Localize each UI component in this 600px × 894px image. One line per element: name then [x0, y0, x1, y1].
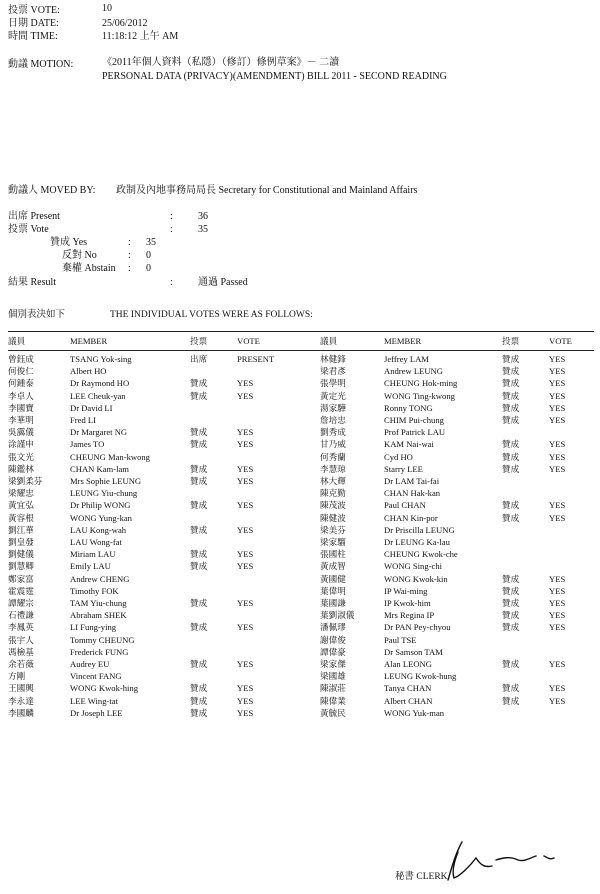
vote-number-label: 投票 VOTE: — [8, 5, 60, 16]
right-row-vote-en: YES — [549, 354, 566, 364]
right-row-member-en: Prof Patrick LAU — [384, 427, 446, 438]
right-row-vote-en: YES — [549, 659, 566, 669]
right-row-vote-zh: 贊成 — [502, 573, 520, 584]
left-row-vote-en: YES — [237, 524, 254, 535]
right-row-member-en: Paul CHAN — [384, 500, 426, 511]
left-row-vote-zh: 贊成 — [190, 561, 208, 572]
left-row-vote-en: YES — [237, 622, 254, 633]
left-row-vote-zh: 贊成 — [190, 659, 208, 669]
right-row-vote-zh: 贊成 — [502, 354, 520, 364]
right-row-member-en: KAM Nai-wai — [384, 439, 434, 450]
right-row-member-en: WONG Yuk-man — [384, 707, 445, 718]
right-row-member-zh: 梁美芬 — [320, 524, 346, 535]
left-row-member-zh: 李鳳英 — [8, 622, 34, 633]
right-row-vote-en: YES — [549, 390, 566, 401]
table-header-rule — [8, 350, 594, 351]
date-value: 25/06/2012 — [102, 18, 148, 29]
left-row-member-en: Abraham SHEK — [70, 610, 127, 621]
left-row-member-zh: 李永達 — [8, 695, 34, 706]
right-row-member-zh: 湯家驊 — [320, 402, 346, 413]
right-row-member-zh: 葉偉明 — [320, 585, 346, 596]
right-row-member-en: CHEUNG Kwok-che — [384, 549, 458, 560]
right-row-member-en: Dr Samson TAM — [384, 646, 443, 657]
right-row-member-en: Dr LAM Tai-fai — [384, 476, 440, 486]
yes-colon: : — [128, 237, 131, 248]
vote-count-colon: : — [170, 224, 173, 235]
left-row-vote-zh: 贊成 — [190, 707, 208, 718]
right-row-vote-en: YES — [549, 512, 566, 523]
right-row-vote-zh: 贊成 — [502, 683, 520, 694]
right-row-member-en: Tanya CHAN — [384, 683, 432, 694]
left-row-member-en: Frederick FUNG — [70, 646, 129, 657]
left-row-member-zh: 黃宜弘 — [8, 500, 34, 511]
left-row-member-en: LAU Wong-fat — [70, 537, 122, 547]
left-row-vote-zh: 贊成 — [190, 378, 208, 389]
right-row-vote-zh: 贊成 — [502, 451, 520, 462]
time-label: 時間 TIME: — [8, 31, 58, 42]
left-row-vote-zh: 贊成 — [190, 476, 208, 486]
vote-count-value: 35 — [198, 224, 208, 235]
table-top-rule — [8, 331, 594, 332]
right-row-member-en: CHAN Hak-kan — [384, 488, 441, 499]
right-row-member-en: Dr PAN Pey-chyou — [384, 622, 451, 633]
right-row-vote-en: YES — [549, 378, 566, 389]
right-row-member-en: Mrs Regina IP — [384, 610, 435, 621]
abstain-value: 0 — [146, 263, 151, 274]
right-row-member-en: Ronny TONG — [384, 402, 433, 413]
left-row-member-en: Dr Margaret NG — [70, 427, 128, 438]
right-row-vote-zh: 贊成 — [502, 378, 520, 389]
left-row-member-zh: 劉慧卿 — [8, 561, 34, 572]
individual-votes-label-en: THE INDIVIDUAL VOTES WERE AS FOLLOWS: — [110, 310, 313, 320]
left-row-vote-en: YES — [237, 390, 254, 401]
right-row-member-zh: 林健鋒 — [320, 354, 346, 364]
right-row-vote-en: YES — [549, 463, 566, 474]
left-row-vote-zh: 贊成 — [190, 598, 208, 608]
right-row-member-zh: 劉秀成 — [320, 427, 346, 438]
right-row-member-zh: 葉國謙 — [320, 598, 346, 608]
left-row-vote-en: YES — [237, 549, 254, 560]
left-row-member-en: CHEUNG Man-kwong — [70, 451, 150, 462]
left-row-member-en: Fred LI — [70, 415, 97, 425]
left-row-member-zh: 馮檢基 — [8, 646, 34, 657]
right-row-vote-en: YES — [549, 402, 566, 413]
left-row-vote-zh: 出席 — [190, 354, 208, 364]
left-row-vote-en: YES — [237, 561, 254, 572]
right-row-vote-en: YES — [549, 573, 566, 584]
right-row-member-en: Dr LEUNG Ka-lau — [384, 537, 450, 547]
left-row-member-en: Timothy FOK — [70, 585, 119, 596]
left-row-vote-en: YES — [237, 683, 254, 694]
right-row-vote-zh: 贊成 — [502, 366, 520, 377]
motion-title-zh: 《2011年個人資料（私隱）（修訂）條例草案》－ 二讀 — [102, 57, 340, 68]
right-row-member-zh: 陳偉業 — [320, 695, 346, 706]
left-row-member-zh: 譚耀宗 — [8, 598, 34, 608]
right-row-member-zh: 葉劉淑儀 — [320, 610, 355, 621]
right-row-member-zh: 梁君彥 — [320, 366, 346, 377]
left-row-member-en: Emily LAU — [70, 561, 111, 572]
result-value: 通過 Passed — [198, 277, 248, 288]
right-row-vote-zh: 贊成 — [502, 585, 520, 596]
right-row-vote-en: YES — [549, 500, 566, 511]
moved-by-label: 動議人 MOVED BY: — [8, 185, 96, 196]
right-row-vote-zh: 贊成 — [502, 463, 520, 474]
right-row-member-en: Starry LEE — [384, 463, 423, 474]
left-row-member-zh: 黃容根 — [8, 512, 34, 523]
motion-label: 動議 MOTION: — [8, 59, 74, 70]
right-row-member-en: LEUNG Kwok-hung — [384, 671, 457, 682]
right-row-member-en: CHIM Pui-chung — [384, 415, 444, 425]
left-row-vote-en: YES — [237, 695, 254, 706]
right-row-vote-en: YES — [549, 585, 566, 596]
left-row-member-en: Dr David LI — [70, 402, 113, 413]
left-row-member-en: Andrew CHENG — [70, 573, 130, 584]
clerk-signature — [440, 836, 590, 886]
left-row-member-zh: 李國寶 — [8, 402, 34, 413]
no-label: 反對 No — [62, 250, 97, 261]
left-row-member-en: LEE Wing-tat — [70, 695, 118, 706]
right-row-vote-zh: 贊成 — [502, 610, 520, 621]
right-row-vote-en: YES — [549, 610, 566, 621]
left-row-vote-zh: 贊成 — [190, 524, 208, 535]
right-row-vote-en: YES — [549, 598, 566, 608]
left-row-vote-en: YES — [237, 439, 254, 450]
right-row-member-en: WONG Sing-chi — [384, 561, 442, 572]
left-row-member-zh: 霍震霆 — [8, 585, 34, 596]
right-row-vote-zh: 贊成 — [502, 390, 520, 401]
left-row-vote-zh: 贊成 — [190, 500, 208, 511]
left-row-vote-en: YES — [237, 659, 254, 669]
left-row-member-zh: 何俊仁 — [8, 366, 34, 377]
right-row-member-zh: 譚偉豪 — [320, 646, 346, 657]
yes-value: 35 — [146, 237, 156, 248]
left-row-member-en: LAU Kong-wah — [70, 524, 127, 535]
left-row-member-en: Mrs Sophie LEUNG — [70, 476, 142, 486]
right-row-vote-en: YES — [549, 695, 566, 706]
right-row-member-zh: 黃成智 — [320, 561, 346, 572]
right-row-member-en: Paul TSE — [384, 634, 417, 645]
right-row-vote-en: YES — [549, 439, 566, 450]
left-row-member-zh: 吳靄儀 — [8, 427, 34, 438]
left-row-member-en: TAM Yiu-chung — [70, 598, 127, 608]
right-row-member-zh: 甘乃威 — [320, 439, 346, 450]
right-row-member-en: Alan LEONG — [384, 659, 432, 669]
result-label: 結果 Result — [8, 277, 57, 288]
right-row-member-zh: 梁家傑 — [320, 659, 346, 669]
left-row-member-en: WONG Yung-kan — [70, 512, 132, 523]
left-header-member-zh: 議員 — [8, 336, 26, 346]
left-row-member-en: CHAN Kam-lam — [70, 463, 129, 474]
right-row-vote-en: YES — [549, 451, 566, 462]
right-row-member-en: Jeffrey LAM — [384, 354, 429, 364]
right-row-vote-zh: 贊成 — [502, 512, 520, 523]
right-row-member-en: Dr Priscilla LEUNG — [384, 524, 455, 535]
left-header-vote-en: VOTE — [237, 336, 260, 346]
right-row-vote-zh: 贊成 — [502, 415, 520, 425]
present-label: 出席 Present — [8, 211, 60, 222]
result-colon: : — [170, 277, 173, 288]
right-row-member-zh: 謝偉俊 — [320, 634, 346, 645]
right-row-member-zh: 李慧琼 — [320, 463, 346, 474]
right-row-member-zh: 陳淑莊 — [320, 683, 346, 694]
right-row-vote-en: YES — [549, 683, 566, 694]
moved-by-value: 政制及內地事務局局長 Secretary for Constitutional and Mainland Affairs — [116, 185, 418, 196]
left-row-member-zh: 李卓人 — [8, 390, 34, 401]
vote-count-label: 投票 Vote — [8, 224, 49, 235]
left-row-member-en: Audrey EU — [70, 659, 110, 669]
left-row-member-zh: 梁耀忠 — [8, 488, 34, 499]
right-row-vote-zh: 贊成 — [502, 695, 520, 706]
time-value: 11:18:12 上午 AM — [102, 31, 179, 42]
left-row-member-zh: 余若薇 — [8, 659, 34, 669]
right-row-vote-zh: 贊成 — [502, 500, 520, 511]
left-row-vote-zh: 贊成 — [190, 439, 208, 450]
left-row-vote-zh: 贊成 — [190, 683, 208, 694]
yes-label: 贊成 Yes — [50, 237, 88, 248]
left-row-member-zh: 劉皇發 — [8, 537, 34, 547]
right-row-member-zh: 陳健波 — [320, 512, 346, 523]
right-row-vote-zh: 贊成 — [502, 659, 520, 669]
date-label: 日期 DATE: — [8, 18, 59, 29]
left-row-member-en: LEUNG Yiu-chung — [70, 488, 138, 499]
left-row-vote-en: YES — [237, 598, 254, 608]
left-row-vote-zh: 贊成 — [190, 390, 208, 401]
right-row-vote-en: YES — [549, 622, 566, 633]
left-row-member-zh: 何鍾泰 — [8, 378, 34, 389]
right-row-member-zh: 詹培忠 — [320, 415, 346, 425]
left-row-member-en: WONG Kwok-hing — [70, 683, 139, 694]
right-row-member-en: WONG Ting-kwong — [384, 390, 455, 401]
left-row-member-zh: 石禮謙 — [8, 610, 34, 621]
left-row-member-en: Dr Raymond HO — [70, 378, 130, 389]
left-row-member-en: Albert HO — [70, 366, 107, 377]
right-row-member-en: Andrew LEUNG — [384, 366, 443, 377]
right-row-member-en: IP Wai-ming — [384, 585, 428, 596]
right-row-member-zh: 梁國雄 — [320, 671, 346, 682]
left-row-member-zh: 劉江華 — [8, 524, 34, 535]
left-row-vote-zh: 贊成 — [190, 427, 208, 438]
right-row-member-zh: 張國柱 — [320, 549, 346, 560]
right-row-member-en: CHAN Kin-por — [384, 512, 438, 523]
right-row-vote-zh: 贊成 — [502, 439, 520, 450]
left-row-vote-en: YES — [237, 476, 254, 486]
right-row-member-zh: 陳茂波 — [320, 500, 346, 511]
left-row-member-en: Dr Philip WONG — [70, 500, 131, 511]
left-header-vote-zh: 投票 — [190, 336, 208, 346]
left-row-vote-zh: 贊成 — [190, 695, 208, 706]
clerk-label: 秘書 CLERK — [395, 872, 448, 882]
left-row-member-en: TSANG Yok-sing — [70, 354, 132, 364]
left-row-member-zh: 方剛 — [8, 671, 26, 682]
right-row-member-en: Cyd HO — [384, 451, 413, 462]
left-row-member-en: LEE Cheuk-yan — [70, 390, 126, 401]
left-row-member-zh: 李華明 — [8, 415, 34, 425]
left-header-member-en: MEMBER — [70, 336, 108, 346]
right-row-vote-zh: 贊成 — [502, 402, 520, 413]
left-row-member-zh: 涂謹申 — [8, 439, 34, 450]
right-row-member-zh: 黃定光 — [320, 390, 346, 401]
abstain-label: 棄權 Abstain — [62, 263, 116, 274]
right-header-member-en: MEMBER — [384, 336, 422, 346]
right-row-member-en: WONG Kwok-kin — [384, 573, 448, 584]
right-row-member-zh: 陳克勤 — [320, 488, 346, 499]
right-row-member-zh: 黃毓民 — [320, 707, 346, 718]
left-row-member-en: Tommy CHEUNG — [70, 634, 135, 645]
left-row-member-zh: 張文光 — [8, 451, 34, 462]
left-row-vote-en: YES — [237, 707, 254, 718]
individual-votes-label-zh: 個別表決如下 — [8, 310, 66, 320]
present-value: 36 — [198, 211, 208, 222]
right-row-member-zh: 何秀蘭 — [320, 451, 346, 462]
left-row-member-zh: 李國麟 — [8, 707, 34, 718]
left-row-member-zh: 陳鑑林 — [8, 463, 34, 474]
right-header-vote-zh: 投票 — [502, 336, 520, 346]
left-row-member-zh: 梁劉柔芬 — [8, 476, 43, 486]
motion-title-en: PERSONAL DATA (PRIVACY)(AMENDMENT) BILL 2011 - SECOND READING — [102, 71, 447, 82]
left-row-member-en: Vincent FANG — [70, 671, 122, 682]
no-colon: : — [128, 250, 131, 261]
abstain-colon: : — [128, 263, 131, 274]
right-row-vote-en: YES — [549, 366, 566, 377]
left-row-vote-zh: 贊成 — [190, 463, 208, 474]
left-row-member-en: LI Fung-ying — [70, 622, 117, 633]
right-row-member-en: CHEUNG Hok-ming — [384, 378, 458, 389]
right-row-member-zh: 潘佩璆 — [320, 622, 346, 633]
right-row-vote-zh: 贊成 — [502, 598, 520, 608]
left-row-member-en: Dr Joseph LEE — [70, 707, 123, 718]
left-row-vote-en: YES — [237, 378, 254, 389]
no-value: 0 — [146, 250, 151, 261]
left-row-member-zh: 張宇人 — [8, 634, 34, 645]
right-header-vote-en: VOTE — [549, 336, 572, 346]
left-row-vote-en: PRESENT — [237, 354, 275, 364]
right-row-member-zh: 張學明 — [320, 378, 346, 389]
vote-number-value: 10 — [102, 3, 112, 14]
left-row-member-en: James TO — [70, 439, 105, 450]
left-row-vote-en: YES — [237, 500, 254, 511]
right-row-member-zh: 黃國健 — [320, 573, 346, 584]
left-row-vote-en: YES — [237, 427, 254, 438]
right-row-member-zh: 梁家騮 — [320, 537, 346, 547]
left-row-member-zh: 劉健儀 — [8, 549, 34, 560]
right-row-vote-zh: 贊成 — [502, 622, 520, 633]
left-row-vote-zh: 贊成 — [190, 622, 208, 633]
right-row-member-en: Albert CHAN — [384, 695, 433, 706]
left-row-member-zh: 王國興 — [8, 683, 34, 694]
left-row-member-zh: 鄭家富 — [8, 573, 34, 584]
right-row-member-en: IP Kwok-him — [384, 598, 431, 608]
left-row-member-en: Miriam LAU — [70, 549, 116, 560]
right-row-vote-en: YES — [549, 415, 566, 425]
left-row-vote-en: YES — [237, 463, 254, 474]
right-header-member-zh: 議員 — [320, 336, 338, 346]
present-colon: : — [170, 211, 173, 222]
right-row-member-zh: 林大輝 — [320, 476, 346, 486]
left-row-member-zh: 曾鈺成 — [8, 354, 34, 364]
left-row-vote-zh: 贊成 — [190, 549, 208, 560]
